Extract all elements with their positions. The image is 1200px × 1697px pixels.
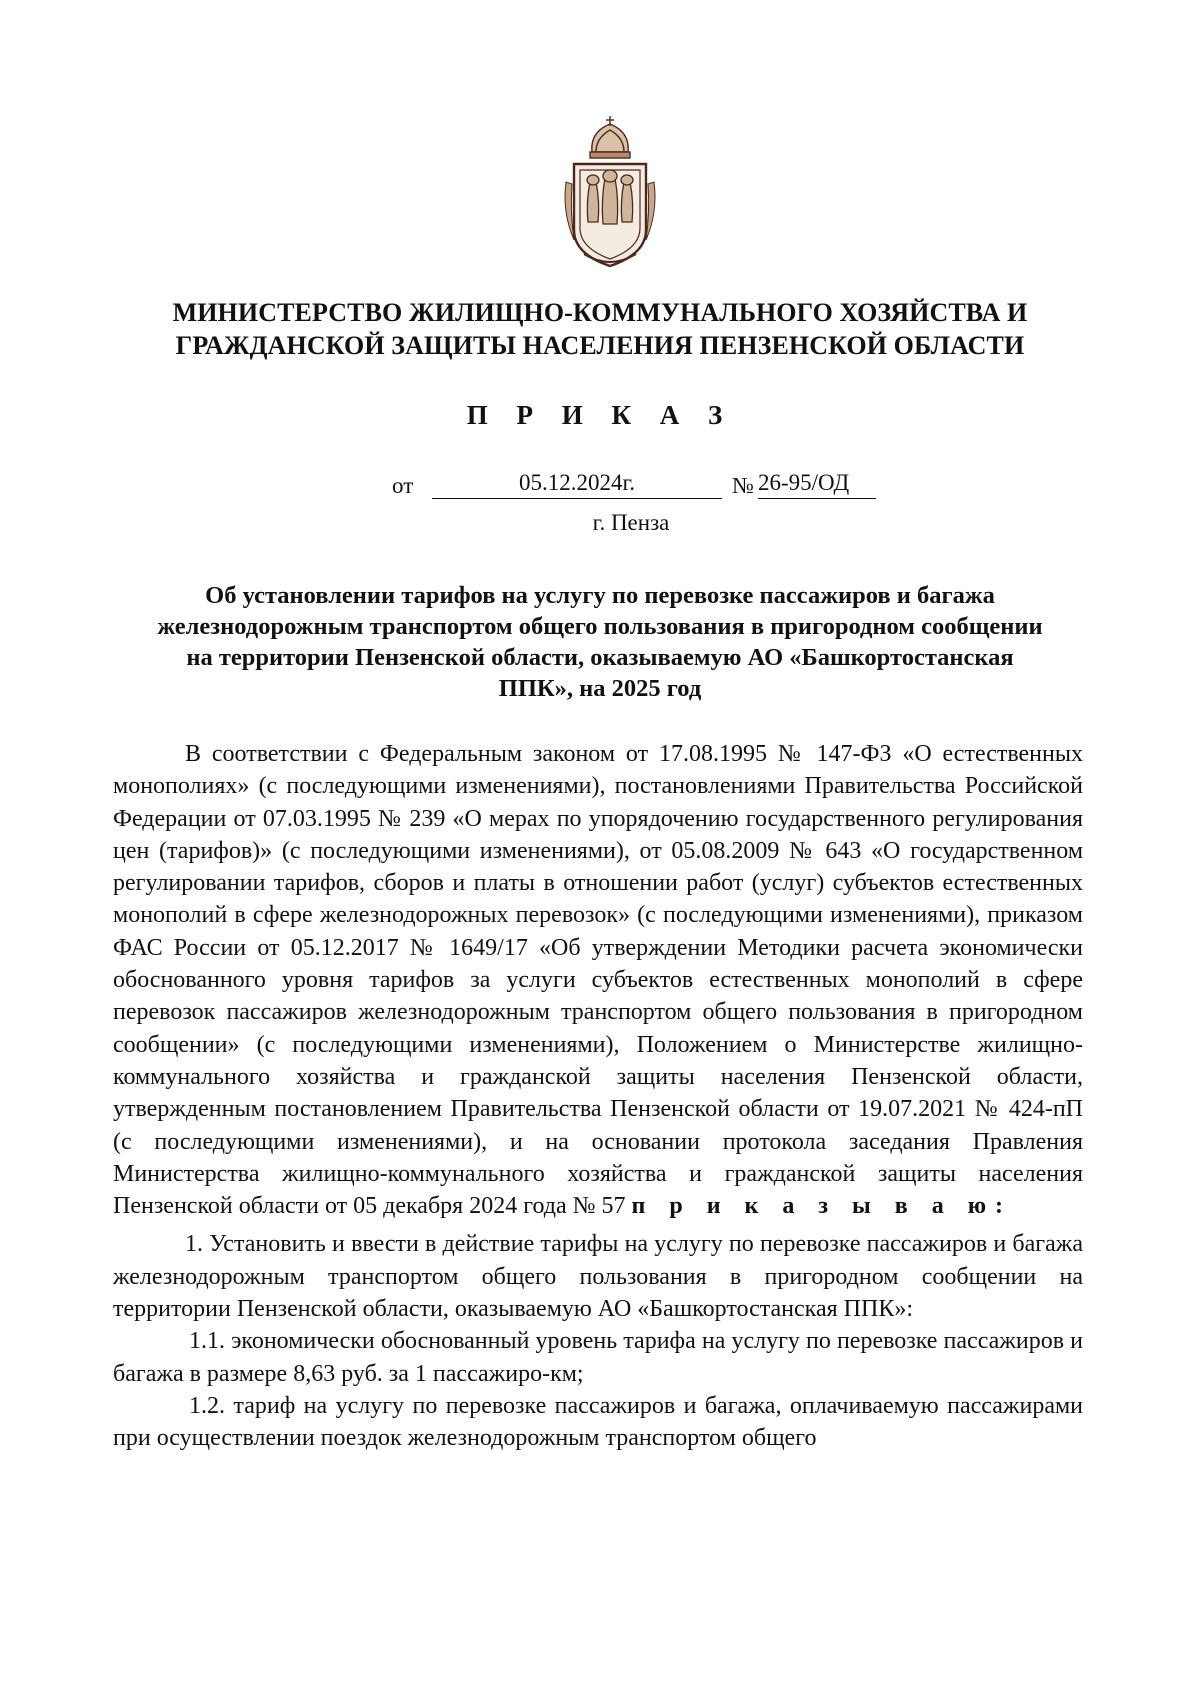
order-from-label: от	[392, 473, 414, 498]
subject-line-3: на территории Пензенской области, оказываемую АО «Башкортостанская	[186, 644, 1014, 671]
subject-line-4: ППК», на 2025 год	[498, 675, 702, 702]
order-number-label: №	[732, 473, 754, 498]
order-city: г. Пенза	[592, 510, 670, 535]
ministry-name-line-2: ГРАЖДАНСКОЙ ЗАЩИТЫ НАСЕЛЕНИЯ ПЕНЗЕНСКОЙ ОБЛАСТИ	[175, 331, 1025, 360]
item-1-1-paragraph: 1.1. экономически обоснованный уровень тарифа на услугу по перевозке пассажиров и багажа в размере 8,63 руб. за 1 пассажиро-км;	[113, 1328, 1083, 1387]
subject-line-1: Об установлении тарифов на услугу по перевозке пассажиров и багажа	[205, 582, 995, 609]
ministry-name-line-1: МИНИСТЕРСТВО ЖИЛИЩНО-КОММУНАЛЬНОГО ХОЗЯЙСТВА И	[172, 298, 1028, 327]
coat-of-arms-icon	[560, 112, 660, 270]
order-number: 26-95/ОД	[758, 470, 876, 499]
item-1-paragraph: 1. Установить и ввести в действие тарифы на услугу по перевозке пассажиров и багажа железнодорожным транспортом общего пользования в пригородном сообщении на территории Пензенской области, оказываемую АО «Башкортостанская ППК»:	[113, 1231, 1083, 1323]
order-date-number-line	[392, 470, 876, 504]
ministry-name	[100, 296, 1100, 362]
order-subject-heading	[120, 580, 1080, 704]
order-date: 05.12.2024г.	[432, 470, 722, 499]
decree-word: п р и к а з ы в а ю:	[631, 1193, 1013, 1220]
item-1-2-paragraph: 1.2. тариф на услугу по перевозке пассажиров и багажа, оплачиваемую пассажирами при осуществлении поездок железнодорожным транспортом общего	[113, 1392, 1083, 1452]
document-type-title: П Р И К А З	[466, 400, 734, 430]
order-body	[113, 738, 1083, 1455]
preamble-paragraph	[113, 738, 1083, 1222]
preamble-text: В соответствии с Федеральным законом от 17.08.1995 № 147-ФЗ «О естественных монополиях» (с последующими изменениями), постановлениями Правительства Российской Федерации от 07.03.1995 № 239 «О мерах по упорядочению государственного регулирования цен (тарифов)» (с последующими изменениями), от 05.08.2009 № 643 «О государственном регулировании тарифов, сборов и платы в отношении работ (услуг) субъектов естественных монополий в сфере железнодорожных перевозок» (с последующими изменениями), приказом ФАС России от 05.12.2017 № 1649/17 «Об утверждении Методики расчета экономически обоснованного уровня тарифов за услуги субъектов естественных монополий в сфере перевозок пассажиров железнодорожным транспортом общего пользования в пригородном сообщении» (с последующими изменениями), Положением о Министерстве жилищно-коммунального хозяйства и гражданской защиты населения Пензенской области, утвержденным постановлением Правительства Пензенской области от 19.07.2021 № 424-пП (с последующими изменениями), и на основании протокола заседания Правления Министерства жилищно-коммунального хозяйства и гражданской защиты населения Пензенской области от 05 декабря 2024 года № 57	[113, 741, 1083, 1220]
subject-line-2: железнодорожным транспортом общего пользования в пригородном сообщении	[157, 613, 1043, 640]
